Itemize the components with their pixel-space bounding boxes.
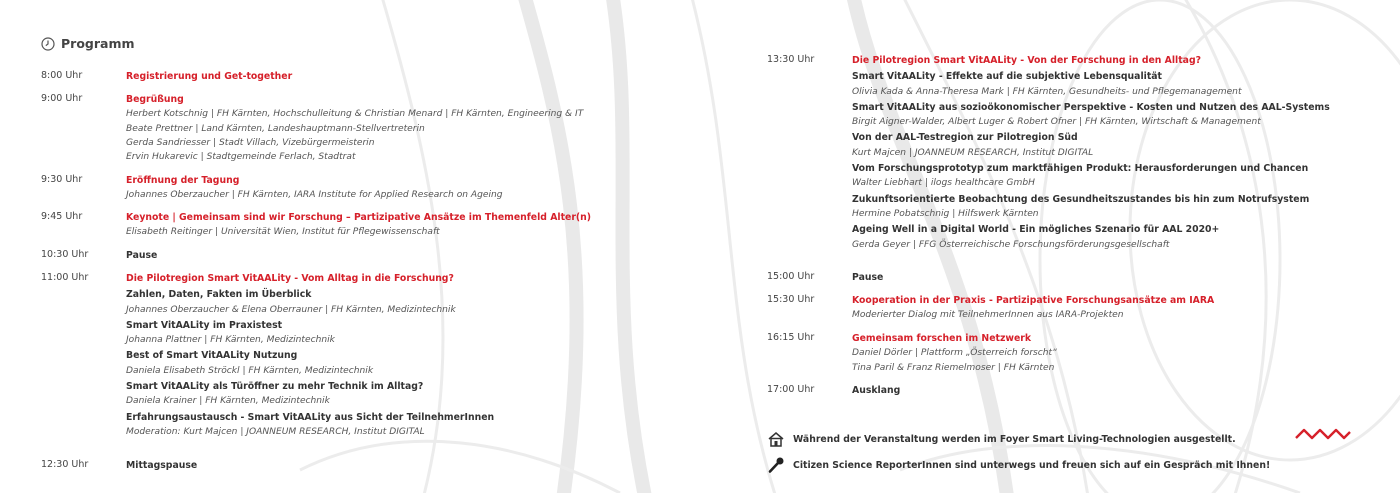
time-label: 8:00 Uhr [41,70,83,81]
sub-session-title: Vom Forschungsprototyp zum marktfähigen Produkt: Herausforderungen und Chancen [852,163,1309,175]
speaker-line: Gerda Geyer | FFG Österreichische Forschungsförderungsgesellschaft [852,239,1170,250]
speaker-line: Elisabeth Reitinger | Universität Wien, Institut für Pflegewissenschaft [126,227,440,238]
sub-session [852,193,1372,222]
program-title: Programm [61,36,135,51]
zigzag-logo-mark [1294,427,1352,441]
session-title: Eröffnung der Tagung [126,175,240,186]
sub-session-title: Smart VitAALity als Türöffner zu mehr Technik im Alltag? [126,381,424,393]
time-label: 12:30 Uhr [41,459,89,470]
sub-session [852,223,1372,252]
speaker-line: Herbert Kotschnig | FH Kärnten, Hochschulleitung & Christian Menard | FH Kärnten, Engineering & IT [126,109,584,120]
speaker-line: Olivia Kada & Anna-Theresa Mark | FH Kärnten, Gesundheits- und Pflegemanagement [852,86,1242,97]
sub-session [126,288,686,317]
session-title: Keynote | Gemeinsam sind wir Forschung – Partizipative Ansätze im Themenfeld Alter(n) [126,212,592,223]
speaker-line: Kurt Majcen | JOANNEUM RESEARCH, Institut DIGITAL [852,147,1094,158]
sub-session-title: Zukunftsorientierte Beobachtung des Gesundheitszustandes bis hin zum Notrufsystem [852,193,1310,205]
time-label: 17:00 Uhr [767,384,815,395]
speaker-line: Moderation: Kurt Majcen | JOANNEUM RESEARCH, Institut DIGITAL [126,426,425,437]
session-title: Begrüßung [126,94,184,105]
program-header [41,36,135,51]
sub-session-title: Smart VitAALity aus sozioökonomischer Perspektive - Kosten und Nutzen des AAL-Systems [852,101,1330,113]
time-label: 10:30 Uhr [41,249,89,260]
speaker-line: Johanna Plattner | FH Kärnten, Medizintechnik [126,335,335,346]
speaker-line: Daniela Krainer | FH Kärnten, Medizintechnik [126,396,330,407]
session-title: Pause [852,272,884,283]
sub-session [126,349,686,378]
session-title: Kooperation in der Praxis - Partizipative Forschungsansätze am IARA [852,295,1215,306]
clock-icon [41,37,55,51]
sub-session-title: Smart VitAALity - Effekte auf die subjektive Lebensqualität [852,71,1162,83]
speaker-line: Birgit Aigner-Walder, Albert Luger & Robert Ofner | FH Kärnten, Wirtschaft & Management [852,117,1261,128]
microphone-icon [767,456,785,474]
time-label: 9:45 Uhr [41,211,83,222]
speaker-line: Ervin Hukarevic | Stadtgemeinde Ferlach, Stadtrat [126,152,356,163]
session-title: Die Pilotregion Smart VitAALity - Vom Alltag in die Forschung? [126,273,454,284]
speaker-line: Moderierter Dialog mit TeilnehmerInnen aus IARA-Projekten [852,310,1124,321]
sub-session [852,70,1372,99]
sub-session [126,319,686,348]
speaker-line: Daniel Dörler | Plattform „Österreich forscht“ [852,348,1057,359]
time-label: 9:30 Uhr [41,174,83,185]
sub-session [852,101,1372,130]
sub-session-title: Smart VitAALity im Praxistest [126,319,283,331]
session-title: Die Pilotregion Smart VitAALity - Von der Forschung in den Alltag? [852,55,1202,66]
speaker-line: Johannes Oberzaucher | FH Kärnten, IARA Institute for Applied Research on Ageing [126,190,503,201]
speaker-line: Hermine Pobatschnig | Hilfswerk Kärnten [852,208,1039,219]
notice-reporters [767,456,1270,474]
time-label: 16:15 Uhr [767,332,815,343]
session-title: Mittagspause [126,460,198,471]
time-label: 15:30 Uhr [767,294,815,305]
speaker-line: Beate Prettner | Land Kärnten, Landeshauptmann-Stellvertreterin [126,123,425,134]
speaker-line: Walter Liebhart | ilogs healthcare GmbH [852,178,1035,189]
notice-text: Citizen Science ReporterInnen sind unterwegs und freuen sich auf ein Gespräch mit Ihnen! [793,459,1271,471]
session-title: Registrierung und Get-together [126,71,293,82]
time-label: 11:00 Uhr [41,272,89,283]
session-title: Pause [126,250,158,261]
session-title: Ausklang [852,385,901,396]
sub-session [852,131,1372,160]
sub-session-title: Ageing Well in a Digital World - Ein mögliches Szenario für AAL 2020+ [852,224,1220,236]
sub-session-title: Zahlen, Daten, Fakten im Überblick [126,289,312,301]
house-icon [767,430,785,448]
time-label: 13:30 Uhr [767,54,815,65]
notice-exhibition [767,430,1236,448]
sub-session [126,411,686,440]
session-title: Gemeinsam forschen im Netzwerk [852,333,1032,344]
sub-session [852,162,1372,191]
sub-session-title: Von der AAL-Testregion zur Pilotregion Süd [852,132,1078,144]
speaker-line: Daniela Elisabeth Ströckl | FH Kärnten, Medizintechnik [126,365,374,376]
sub-session-title: Best of Smart VitAALity Nutzung [126,350,298,362]
speaker-line: Johannes Oberzaucher & Elena Oberrauner | FH Kärnten, Medizintechnik [126,304,456,315]
sub-session-title: Erfahrungsaustausch - Smart VitAALity aus Sicht der TeilnehmerInnen [126,411,495,423]
time-label: 9:00 Uhr [41,93,83,104]
time-label: 15:00 Uhr [767,271,815,282]
speaker-line: Gerda Sandriesser | Stadt Villach, Vizebürgermeisterin [126,137,375,148]
notice-text: Während der Veranstaltung werden im Foyer Smart Living-Technologien ausgestellt. [793,433,1236,445]
speaker-line: Tina Paril & Franz Riemelmoser | FH Kärnten [852,362,1055,373]
sub-session [126,380,686,409]
